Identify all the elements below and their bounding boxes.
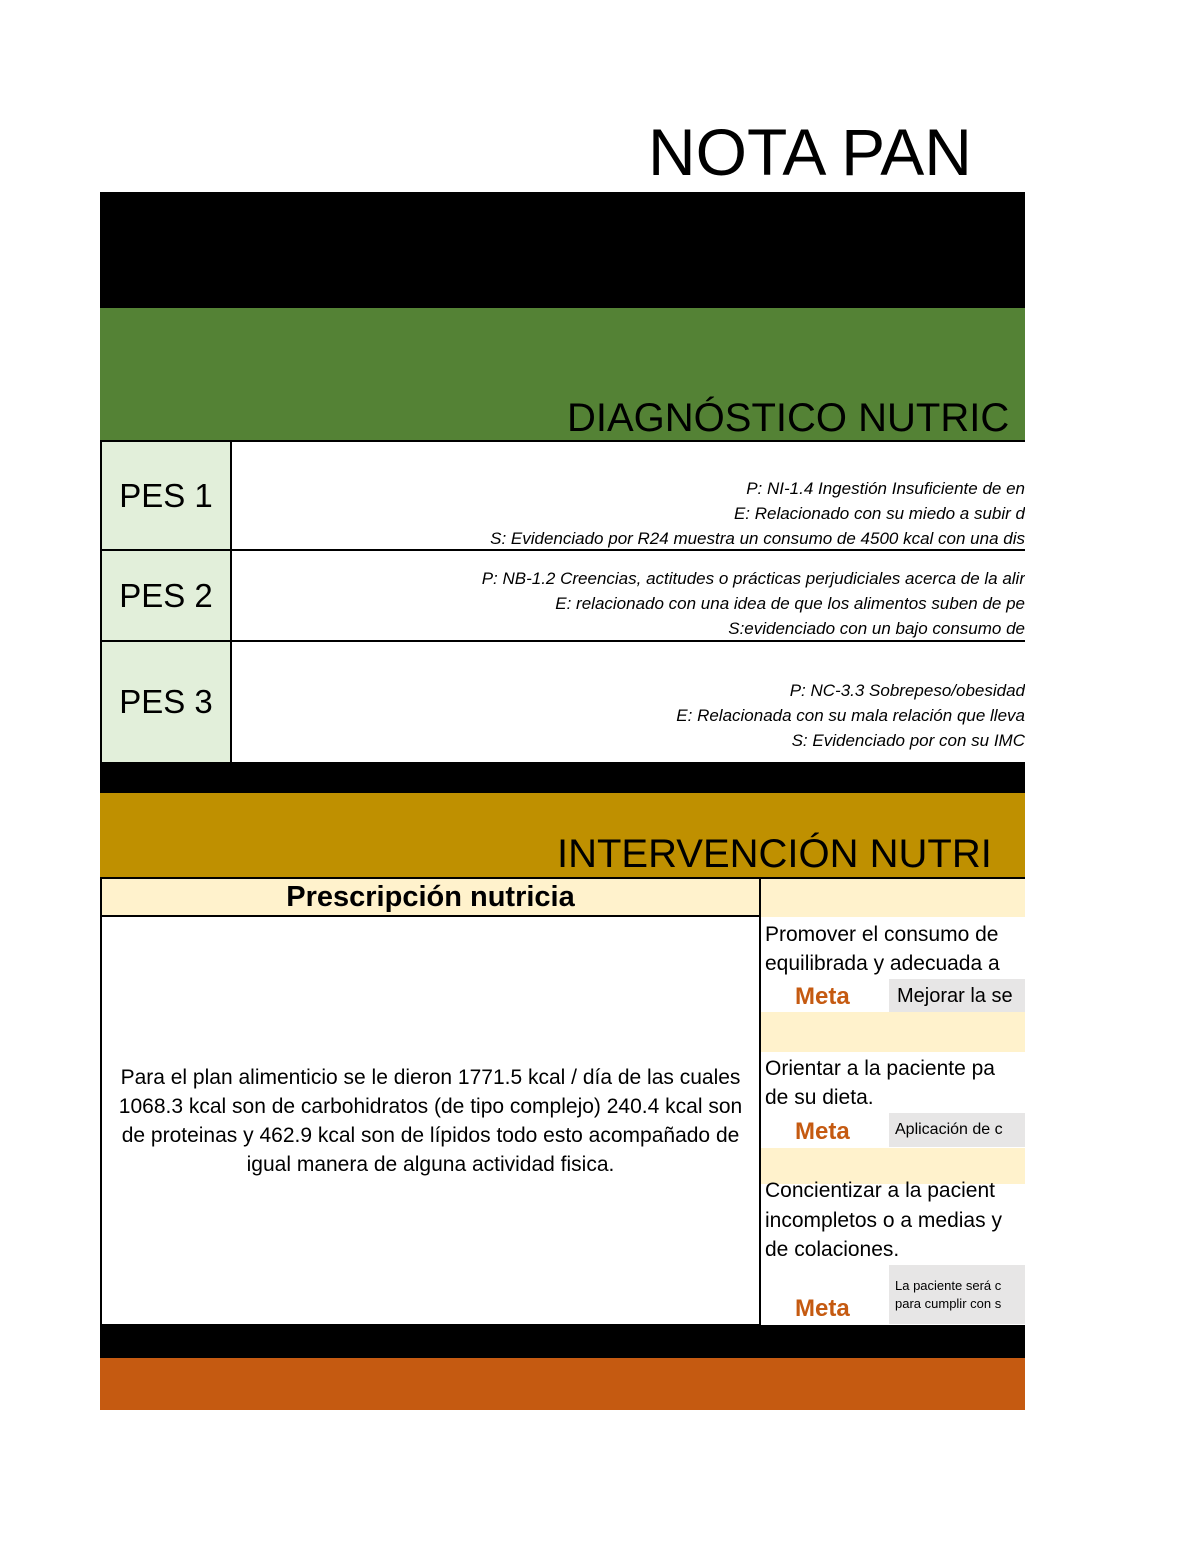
objective-1-line-2: equilibrada y adecuada a: [765, 952, 1000, 975]
pes-1-problem: P: NI-1.4 Ingestión Insuficiente de en: [746, 479, 1025, 498]
pes-2-problem: P: NB-1.2 Creencias, actitudes o prácticas perjudiciales acerca de la alir: [481, 569, 1025, 588]
pes-1-etiology: E: Relacionado con su miedo a subir d: [733, 504, 1025, 523]
pes-1-signs: S: Evidenciado por R24 muestra un consumo de 4500 kcal con una dis: [490, 529, 1025, 548]
nutrition-note-sheet: [100, 0, 1025, 1553]
pes-1-label: PES 1: [100, 440, 232, 551]
objective-3-line-1: Concientizar a la pacient: [765, 1179, 995, 1202]
objective-1-meta-label: Meta: [795, 983, 850, 1010]
intervention-heading: INTERVENCIÓN NUTRI: [557, 832, 992, 876]
pes-3-signs: S: Evidenciado por con su IMC: [791, 731, 1025, 750]
page-title: NOTA PAN: [648, 115, 972, 189]
header-black-band: [100, 192, 1025, 308]
separator-band: [100, 763, 1025, 793]
bottom-separator-band: [100, 1325, 1025, 1358]
diagnosis-heading: DIAGNÓSTICO NUTRIC: [567, 396, 1010, 440]
prescription-text: Para el plan alimenticio se le dieron 1771.5 kcal / día de las cuales 1068.3 kcal son de carbohidratos (de tipo complejo) 240.4 kcal son de proteinas y 462.9 kcal son de lípidos todo esto acompañado de igual manera de alguna actividad fisica.: [118, 1065, 743, 1176]
diagnosis-band: [100, 308, 1025, 440]
pes-1-statement: [230, 440, 1025, 551]
objective-3-meta-line-1: La paciente será c: [895, 1278, 1002, 1293]
objective-3-meta-value: [889, 1265, 1025, 1324]
pes-2-signs: S:evidenciado con un bajo consumo de: [728, 619, 1025, 638]
objective-2-meta-label: Meta: [795, 1118, 850, 1145]
pes-2-statement: [230, 549, 1025, 642]
objectives-header: [759, 877, 1025, 917]
intervention-band: [100, 793, 1025, 877]
pes-3-statement: [230, 640, 1025, 764]
evaluation-band: [100, 1358, 1025, 1410]
pes-2-etiology: E: relacionado con una idea de que los alimentos suben de pe: [555, 594, 1025, 613]
objective-3-meta-line-2: para cumplir con s: [895, 1296, 1002, 1311]
pes-2-label: PES 2: [100, 549, 232, 642]
objective-2-meta-text: Aplicación de c: [895, 1121, 1003, 1138]
objective-2-line-2: de su dieta.: [765, 1086, 874, 1109]
objective-2-line-1: Orientar a la paciente pa: [765, 1057, 995, 1080]
objective-1-meta-text: Mejorar la se: [897, 985, 1013, 1007]
pes-3-problem: P: NC-3.3 Sobrepeso/obesidad: [789, 681, 1025, 700]
objective-1-line-1: Promover el consumo de: [765, 923, 999, 946]
objective-2-header: [761, 1012, 1025, 1052]
objective-3-line-3: de colaciones.: [765, 1238, 900, 1261]
prescription-body: [100, 915, 761, 1326]
pes-3-etiology: E: Relacionada con su mala relación que lleva: [676, 706, 1025, 725]
objective-2-meta-value: [889, 1113, 1025, 1147]
prescription-header: Prescripción nutricia: [100, 877, 761, 917]
objective-3-meta-label: Meta: [795, 1295, 850, 1322]
objective-3-line-2: incompletos o a medias y: [765, 1209, 1002, 1232]
pes-3-label: PES 3: [100, 640, 232, 764]
objective-1-meta-value: [889, 979, 1025, 1013]
